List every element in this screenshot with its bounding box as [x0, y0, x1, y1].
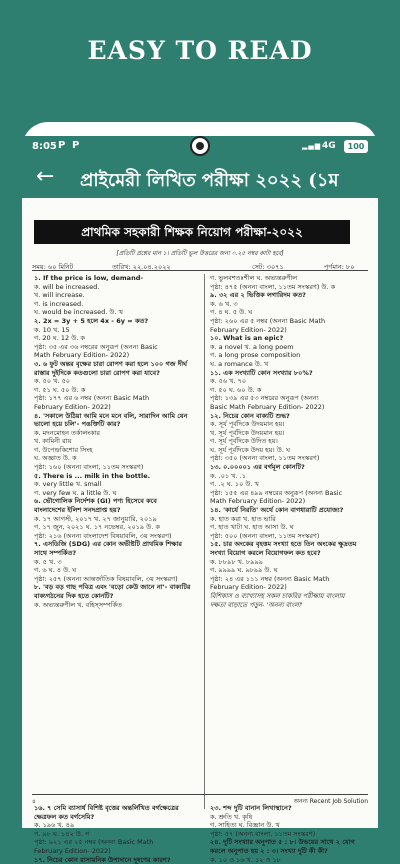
answer-line: পৃষ্ঠা: ১৫৫ এর ৪৯৯ নম্বরের অনুরূপ (অনন্য Basic: [210, 488, 343, 497]
question-text: ১৫. চার অংকের বৃহত্তম সংখ্যা হতে তিন অংকের ক্ষুদ্রতম: [210, 540, 357, 549]
notification-p-icon: P: [58, 140, 66, 151]
answer-line: গ. ৫১ ঘ. ৫০ উ. ক: [34, 385, 86, 394]
network-label: 4G: [322, 141, 336, 151]
battery-icon: 100: [344, 140, 368, 153]
exam-marks: পূর্ণমান: ৮০: [324, 263, 355, 271]
question-text: ৮. 'বড় বড় গাছ পবিত্র এবং 'বড়ো কেউ জানে না'- বাক্যটির: [34, 583, 191, 592]
answer-line: গ. a long prose composition: [210, 351, 301, 360]
answer-line: ঘ. would be increased. উ. খ: [34, 308, 123, 317]
camera-icon: [190, 136, 210, 156]
answer-line: গ. ৯৯৯৯ ঘ. ৯৮৯৯ উ. ঘ: [210, 566, 278, 575]
promo-title: EASY TO READ: [87, 36, 313, 65]
answer-line: পৃষ্ঠা: ২১৬ (অনন্য বাংলাদেশ বিষয়াবলি, ৩য় সংস্করণ): [34, 531, 172, 540]
answer-line: গ. ৪ ঘ. ৫ উ. ঘ: [210, 308, 253, 317]
answer-line: ক. ৬ খ. ৩: [210, 299, 238, 308]
answer-line: পৃষ্ঠা: ১৩৯ এর ৫৩ নম্বরের অনুরূপ (অনন্য: [210, 394, 319, 403]
answer-line: ক. ১০ ও ১৬ খ. ১২ ও ১৮: [210, 855, 281, 864]
answer-line: গ. উপেন্দ্রকিশোর সিংহ: [34, 445, 93, 454]
answer-line: পৃষ্ঠা: ২৫৭ (অনন্য আন্তর্জাতিক বিষয়াবলি, ৩য় সংস্করণ): [34, 574, 178, 583]
answer-line: দক্ষতা বাড়াতে পড়ুন- 'অনন্য বাংলা': [210, 600, 303, 609]
question-text: ২. 2x = 3y + 5 হলে 4x - 6y = কত?: [34, 316, 149, 325]
exam-set: সেট: ৩০৭১: [252, 263, 284, 271]
answer-line: গ. ৬ ঘ. ৪ উ. ঘ: [34, 566, 77, 575]
answer-line: পৃষ্ঠা: ৩৫০ (অনন্য বাংলা, ১১তম সংস্করণ): [210, 454, 320, 463]
document-header: প্রাথমিক সহকারী শিক্ষক নিয়োগ পরীক্ষা-২০২২: [34, 220, 350, 244]
answer-line: গ. সাহিত্য ঘ. বিজ্ঞান উ. খ: [210, 821, 280, 830]
answer-line: ক. ১৭ আগস্ট, ২০১৭ খ. ২৭ জানুয়ারি, ২০১৯: [34, 514, 157, 523]
right-question-column: [210, 274, 372, 609]
answer-line: Math February Edition- 2022): [34, 351, 130, 360]
question-text: বাংলাদেশের ইলিশ সনদপ্রাপ্ত হয়?: [34, 506, 121, 515]
answer-line: ঘ. অজ্ঞাত উ. ক: [34, 454, 77, 463]
answer-line: ঘ. a romance উ. খ: [210, 359, 269, 368]
app-title: প্রাইমেরী লিখিত পরীক্ষা ২০২২ (১ম: [80, 170, 339, 191]
answer-line: পৃষ্ঠা: ৪৭৫ (অনন্য বাংলা, ১১তম সংস্করণ) উ. ক: [210, 282, 336, 291]
answer-line: গ. is increased.: [34, 299, 84, 308]
answer-line: পৃষ্ঠা: ১৭৭ এর ৬ নম্বর (অনন্য Basic Math: [34, 394, 150, 403]
answer-line: পৃষ্ঠা: ৫০০ (অনন্য বাংলা, ১১তম সংস্করণ): [210, 531, 320, 540]
document-instruction: [প্রতিটি প্রশ্নের মান ১। প্রতিটি ভুল উত্তরের জন্য ০.২৫ নম্বর কাটা হবে]: [116, 250, 284, 257]
answer-line: February Edition- 2022): [34, 846, 111, 855]
status-time: 8:05: [32, 141, 57, 152]
answer-line: পৃষ্ঠা: ৫৭ (অনন্য বাংলা, ১১তম সংস্করণ): [210, 829, 316, 838]
answer-line: ক. very little খ. small: [34, 480, 102, 489]
answer-line: ক. will be increased.: [34, 282, 100, 291]
answer-line: গ. ৯৮ ঘ. ১৪২ উ. গ: [34, 829, 90, 838]
notification-p-icon-2: P: [72, 140, 80, 151]
answer-line: February Edition- 2022): [210, 325, 287, 334]
answer-line: February Edition- 2022): [210, 583, 287, 592]
page-source: অনন্য Recent Job Solution: [293, 798, 368, 805]
answer-line: পৃষ্ঠা: ২৬০ এর ৫ নম্বর (অনন্য Basic Math: [210, 316, 326, 325]
question-text: ৫. There is ... milk in the bottle.: [34, 471, 151, 480]
question-text: ৬. ভৌগোলিক নির্দেশক (GI) পণ্য হিসেবে কবে: [34, 497, 157, 506]
answer-line: ক. সূর্য পূর্বদিকে উদয়মান হয়।: [210, 420, 285, 429]
question-text: করলে অনুপাত হয় ২ : ৩। সংখ্যা দুটি কী কী?: [210, 846, 328, 855]
question-text: সংখ্যা বিয়োগ করলে বিয়োগফল কত হবে?: [210, 549, 321, 557]
question-text: ১. If the price is low, demand-: [34, 274, 144, 282]
answer-line: গ. very few ঘ. a little উ. ঘ: [34, 488, 117, 497]
exam-date: তারিখ: ২২.০৪.২০২২: [112, 263, 171, 271]
answer-line: ক. ৫৬ খ. ৭০: [210, 377, 247, 386]
answer-line: ক. a novel খ. a long poem: [210, 342, 294, 351]
answer-line: খ. will increase.: [34, 291, 85, 300]
header-divider: [32, 270, 368, 271]
exam-time: সময়: ৬০ মিনিট: [32, 263, 74, 271]
question-text: ১৭. নিচের কোন রাসায়নিক উপাদানে দূষণের কারণ?: [34, 855, 171, 864]
question-text: ১৩. ০.০০০০১ এর বর্গমূল কোনটি?: [210, 463, 305, 472]
answer-line: বিশিকাস ও ব্যাখ্যাসহ সকল চাকরির পরীক্ষায় বাংলায়: [210, 591, 345, 600]
question-text: ১২. নিচের কোন বাক্যটি শুদ্ধ?: [210, 411, 290, 420]
question-text: ১০. What is an epic?: [210, 334, 284, 343]
next-page-left-column: [34, 804, 196, 864]
left-question-column: [34, 274, 196, 609]
app-bar: [22, 158, 378, 198]
question-text: ৯. ৩২ এর ২ ভিত্তিক লগারিদম কত?: [210, 291, 306, 300]
answer-line: পৃষ্ঠা: ৩৫ এর ৩৬ নম্বরের অনুরূপ (অনন্য Basic: [34, 342, 158, 351]
answer-line: গ. হাত খাটা ঘ. হাত আসা উ. ঘ: [210, 523, 294, 532]
answer-line: ক. শ্রুতি খ. কৃষি: [210, 812, 253, 821]
answer-line: ক. ৮৮৯৮ খ. ৮৯৯৯: [210, 557, 263, 566]
answer-line: ক. অভ্যন্তরুণীল খ. বহিস্সম্পর্কিত: [34, 600, 122, 609]
question-text: রাস্তার দুইদিকে কতগুলো চারা রোপণ করা যাবে?: [34, 368, 160, 377]
question-text: ২৪. দুটি সংখ্যার অনুপাত ৫ : ৮। উভয়ের সাথে ২ যোগ: [210, 838, 355, 847]
question-text: ১৬. ৭ সেমি ব্যাসার্ধ বিশিষ্ট বৃত্তের অন্তর্লিখিত বর্গক্ষেত্রের: [34, 804, 179, 812]
answer-line: গ. ১৭ জুন, ২০২১ ঘ. ১৭ নভেম্বর, ২০১৯ উ. ক: [34, 523, 160, 532]
next-page-right-column: [210, 804, 372, 864]
question-text: সাথে সম্পর্কিত?: [34, 549, 77, 557]
answer-line: ক. ৫০ খ. ৫০: [34, 377, 71, 386]
answer-line: ক. মদনমোহন তর্কালংকার: [34, 428, 101, 437]
document-page[interactable]: [22, 198, 378, 864]
answer-line: ঘ. সূর্য পূর্বদিকে উদয় হয়। উ. ঘ: [210, 445, 291, 454]
answer-line: Basic Math February Edition- 2022): [210, 402, 325, 411]
answer-line: পৃষ্ঠা: ২৪ এর ১১১ নম্বর (অনন্য Basic Math: [210, 574, 330, 583]
column-divider: [204, 274, 205, 809]
question-text: বাক্যগঠনের দিক হতে কোনটি?: [34, 591, 114, 600]
answer-line: গ. .২ ঘ. ১০ উ. খ: [210, 480, 259, 489]
answer-line: ক. হাত করা খ. হাত ভারি: [210, 514, 276, 523]
answer-line: গ. ভুলবশতঃশীল ঘ. অভ্যন্তরুণীল: [210, 274, 298, 282]
answer-line: গ. ৫০ ঘ. ৬০ উ. ক: [210, 385, 262, 394]
question-text: ৩. ৬ ফুট অন্তর বৃক্ষের চারা রোপণ করা হলে ১০০ গজ দীর্ঘ: [34, 359, 188, 368]
answer-line: ক. ৫ খ. ৩: [34, 557, 62, 566]
page-number: ৪: [32, 798, 36, 805]
answer-line: Math February Edition- 2022): [210, 497, 306, 506]
answer-line: গ. সূর্য পূর্বদিকে উদিত হয়।: [210, 437, 278, 446]
answer-line: February Edition- 2022): [34, 402, 111, 411]
answer-line: পৃষ্ঠা: ১৬০ (অনন্য বাংলা, ১১তম সংস্করণ): [34, 463, 144, 472]
answer-line: গ. 20 ঘ. 12 উ. ক: [34, 334, 85, 343]
footer-divider: [32, 794, 368, 795]
answer-line: ক. ১৯৬ খ. ৪৯: [34, 821, 75, 830]
answer-line: খ. সূর্য পূর্বদিকে উদয়মান হয়।: [210, 428, 285, 437]
question-text: ক্ষেত্রফল কত বর্গসেমি?: [34, 812, 95, 821]
question-text: ১৪. 'কার্যে নিরতি' অর্থে কোন বাগধারাটি প্রযোজ্য?: [210, 506, 344, 515]
question-text: ২৩. শব্দ দুটি বানান লিখাস্থানে?: [210, 804, 292, 812]
answer-line: খ. কামিনী রায়: [34, 437, 72, 446]
signal-icon: ▂▄▆: [302, 142, 322, 150]
question-text: ৭. এসডিজি (SDG) এর কোন অভীষ্টটি প্রাথমিক শিক্ষার: [34, 540, 182, 549]
back-arrow-icon[interactable]: ←: [36, 164, 55, 189]
phone-frame: [22, 122, 378, 864]
answer-line: ক. .০১ খ. .১: [210, 471, 246, 480]
question-text: ১১. এক সংখ্যাটি কোন সংখ্যার ৮০%?: [210, 368, 313, 377]
answer-line: পৃষ্ঠা: ৯২১ এর ২৫ নম্বর (অনন্য Basic Math: [34, 838, 154, 847]
question-text: ৪. 'সকালে উঠিয়া আমি মনে মনে বলি, সারাদিন আমি যেন: [34, 411, 188, 420]
answer-line: ক. 10 খ. 15: [34, 325, 70, 334]
question-text: ভালো হয়ে চলি'- পঙক্তিটি কার?: [34, 420, 121, 429]
